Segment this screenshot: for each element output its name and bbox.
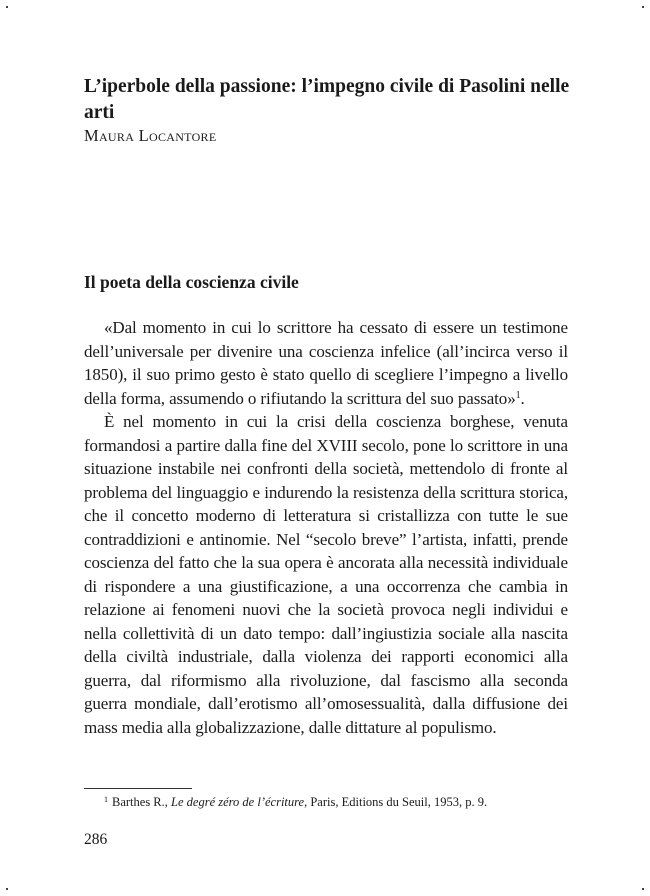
footnote-author: Barthes R.,	[112, 795, 168, 809]
crop-mark	[6, 6, 8, 8]
crop-mark	[6, 888, 8, 890]
paragraph-end-punctuation: .	[520, 388, 525, 408]
footnote	[104, 794, 574, 810]
body-text	[84, 316, 568, 739]
paragraph-quote	[84, 316, 568, 410]
page-number: 286	[84, 831, 108, 848]
paragraph: È nel momento in cui la crisi della coscienza borghese, venuta formandosi a partire dalla fine del XVIII secolo, pone lo scrittore in una situazione instabile nei confronti della società, mettendolo di fronte al problema del linguaggio e indurendo la resistenza della scrittura storica, che il concetto moderno di letteratura si cristallizza con tutte le sue contraddizioni e antinomie. Nel “secolo breve” l’artista, infatti, prende coscienza del fatto che la sua opera è ancorata alla necessità individuale di rispondere a una giustificazione, a una occorrenza che cambia in relazione ai fenomeni nuovi che la società provoca negli individui e nella collettività di un dato tempo: dall’ingiustizia sociale alla nascita della civiltà industriale, dalla violenza dei rapporti economici alla guerra, dal riformismo alla rivoluzione, dal fascismo alla seconda guerra mondiale, dall’erotismo all’omosessualità, dalla diffusione dei mass media alla globalizzazione, dalle dittature al populismo.	[84, 412, 568, 737]
footnote-work-title: Le degré zéro de l’écriture	[171, 795, 305, 809]
article-author: Maura Locantore	[84, 126, 217, 145]
paragraph-text: «Dal momento in cui lo scrittore ha cessato di essere un testimone dell’universale per divenire una coscienza infelice (all’incirca verso il 1850), il suo primo gesto è stato quello di scegliere l’impegno a livello della forma, assumendo o rifiutando la scrittura del suo passato»	[84, 318, 568, 408]
article-title: L’iperbole della passione: l’impegno civile di Pasolini nelle arti	[84, 76, 570, 123]
crop-mark	[642, 888, 644, 890]
footnote-publication: , Paris, Editions du Seuil, 1953, p. 9.	[304, 795, 488, 809]
footnote-mark: 1	[104, 795, 108, 804]
footnote-reference[interactable]: 1	[515, 389, 521, 401]
section-heading: Il poeta della coscienza civile	[84, 272, 299, 292]
crop-mark	[642, 6, 644, 8]
footnote-divider	[84, 788, 192, 789]
